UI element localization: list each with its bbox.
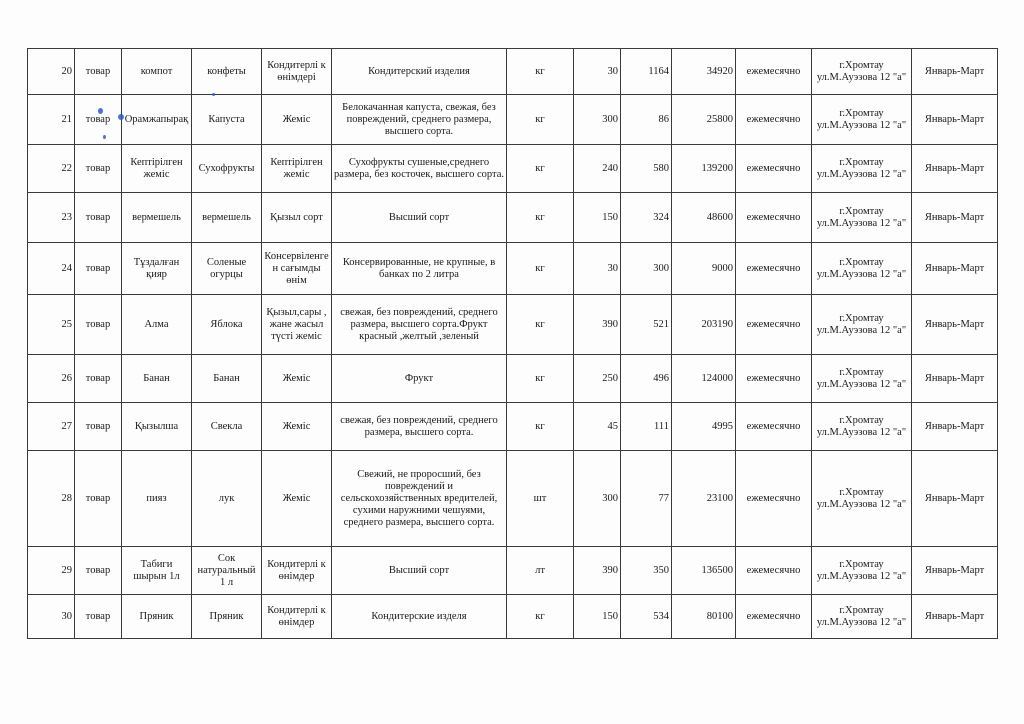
ink-spot xyxy=(118,114,124,120)
cell-name-kz: компот xyxy=(122,49,192,95)
cell-unit: кг xyxy=(507,49,574,95)
cell-freq: ежемесячно xyxy=(736,595,812,639)
cell-name-kz: Тұздалған қияр xyxy=(122,243,192,295)
table-row xyxy=(28,355,998,403)
cell-freq: ежемесячно xyxy=(736,451,812,547)
cell-no: 28 xyxy=(28,451,75,547)
cell-unit: шт xyxy=(507,451,574,547)
cell-no: 23 xyxy=(28,193,75,243)
cell-name-ru: Сок натуральный 1 л xyxy=(192,547,262,595)
cell-qty: 30 xyxy=(574,243,621,295)
cell-name-kz: Табиги шырын 1л xyxy=(122,547,192,595)
cell-addr: г.Хромтау ул.М.Ауэзова 12 "а" xyxy=(812,547,912,595)
cell-type: товар xyxy=(75,547,122,595)
cell-addr: г.Хромтау ул.М.Ауэзова 12 "а" xyxy=(812,451,912,547)
cell-addr: г.Хромтау ул.М.Ауэзова 12 "а" xyxy=(812,355,912,403)
cell-no: 29 xyxy=(28,547,75,595)
cell-name-ru: Сухофрукты xyxy=(192,145,262,193)
table-row xyxy=(28,451,998,547)
cell-sum: 25800 xyxy=(672,95,736,145)
cell-unit: кг xyxy=(507,295,574,355)
cell-name-kz: Алма xyxy=(122,295,192,355)
cell-qty: 150 xyxy=(574,595,621,639)
cell-desc: Белокачанная капуста, свежая, без повреждений, среднего размера, высшего сорта. xyxy=(332,95,507,145)
cell-desc: Свежий, не проросший, без повреждений и сельскохозяйственных вредителей, сухими наружними чешуями, среднего размера, высшего сорта. xyxy=(332,451,507,547)
cell-price: 496 xyxy=(621,355,672,403)
cell-no: 25 xyxy=(28,295,75,355)
cell-name-ru: конфеты xyxy=(192,49,262,95)
cell-desc: Сухофрукты сушеные,среднего размера, без косточек, высшего сорта. xyxy=(332,145,507,193)
table-row xyxy=(28,595,998,639)
cell-qty: 300 xyxy=(574,451,621,547)
cell-qty: 30 xyxy=(574,49,621,95)
cell-qty: 390 xyxy=(574,295,621,355)
cell-type: товар xyxy=(75,595,122,639)
cell-price: 534 xyxy=(621,595,672,639)
cell-period: Январь-Март xyxy=(912,193,998,243)
cell-desc: свежая, без повреждений, среднего размера, высшего сорта.Фрукт красный ,желтый ,зеленый xyxy=(332,295,507,355)
table-row xyxy=(28,547,998,595)
cell-type: товар xyxy=(75,193,122,243)
cell-name-kz: вермешель xyxy=(122,193,192,243)
cell-cat: Кондитерлі к өнімдер xyxy=(262,547,332,595)
cell-cat: Кондитерлі к өнімдері xyxy=(262,49,332,95)
cell-sum: 4995 xyxy=(672,403,736,451)
table-row xyxy=(28,49,998,95)
cell-period: Январь-Март xyxy=(912,547,998,595)
cell-cat: Кептірілген жеміс xyxy=(262,145,332,193)
cell-type: товар xyxy=(75,403,122,451)
cell-no: 24 xyxy=(28,243,75,295)
cell-period: Январь-Март xyxy=(912,295,998,355)
cell-cat: Қызыл,сары , жане жасыл түсті жеміс xyxy=(262,295,332,355)
cell-no: 27 xyxy=(28,403,75,451)
cell-addr: г.Хромтау ул.М.Ауэзова 12 "а" xyxy=(812,145,912,193)
cell-freq: ежемесячно xyxy=(736,49,812,95)
cell-desc: Консервированные, не крупные, в банках по 2 литра xyxy=(332,243,507,295)
cell-sum: 124000 xyxy=(672,355,736,403)
cell-qty: 150 xyxy=(574,193,621,243)
cell-no: 26 xyxy=(28,355,75,403)
cell-freq: ежемесячно xyxy=(736,95,812,145)
cell-no: 21 xyxy=(28,95,75,145)
table-row xyxy=(28,193,998,243)
cell-unit: кг xyxy=(507,95,574,145)
cell-name-ru: Яблока xyxy=(192,295,262,355)
cell-sum: 203190 xyxy=(672,295,736,355)
cell-cat: Жеміс xyxy=(262,403,332,451)
cell-freq: ежемесячно xyxy=(736,243,812,295)
cell-sum: 34920 xyxy=(672,49,736,95)
cell-sum: 9000 xyxy=(672,243,736,295)
cell-type: товар xyxy=(75,95,122,145)
cell-addr: г.Хромтау ул.М.Ауэзова 12 "а" xyxy=(812,95,912,145)
cell-period: Январь-Март xyxy=(912,95,998,145)
cell-desc: Кондитерские изделя xyxy=(332,595,507,639)
cell-addr: г.Хромтау ул.М.Ауэзова 12 "а" xyxy=(812,243,912,295)
cell-no: 30 xyxy=(28,595,75,639)
cell-qty: 250 xyxy=(574,355,621,403)
table-body xyxy=(28,49,998,639)
cell-unit: кг xyxy=(507,595,574,639)
cell-price: 1164 xyxy=(621,49,672,95)
cell-period: Январь-Март xyxy=(912,243,998,295)
cell-type: товар xyxy=(75,451,122,547)
table-row xyxy=(28,403,998,451)
cell-price: 77 xyxy=(621,451,672,547)
cell-name-ru: вермешель xyxy=(192,193,262,243)
cell-desc: Высший сорт xyxy=(332,547,507,595)
cell-unit: кг xyxy=(507,145,574,193)
cell-desc: Высший сорт xyxy=(332,193,507,243)
cell-cat: Консервіленген сағымды өнім xyxy=(262,243,332,295)
cell-name-ru: Соленые огурцы xyxy=(192,243,262,295)
cell-cat: Жеміс xyxy=(262,95,332,145)
cell-addr: г.Хромтау ул.М.Ауэзова 12 "а" xyxy=(812,295,912,355)
cell-unit: кг xyxy=(507,403,574,451)
table-row xyxy=(28,295,998,355)
cell-sum: 80100 xyxy=(672,595,736,639)
cell-freq: ежемесячно xyxy=(736,355,812,403)
cell-addr: г.Хромтау ул.М.Ауэзова 12 "а" xyxy=(812,193,912,243)
cell-price: 300 xyxy=(621,243,672,295)
cell-name-ru: Пряник xyxy=(192,595,262,639)
cell-price: 86 xyxy=(621,95,672,145)
table-row xyxy=(28,95,998,145)
cell-period: Январь-Март xyxy=(912,403,998,451)
cell-qty: 240 xyxy=(574,145,621,193)
cell-type: товар xyxy=(75,355,122,403)
cell-period: Январь-Март xyxy=(912,49,998,95)
cell-price: 111 xyxy=(621,403,672,451)
cell-sum: 23100 xyxy=(672,451,736,547)
cell-freq: ежемесячно xyxy=(736,193,812,243)
cell-period: Январь-Март xyxy=(912,145,998,193)
cell-name-ru: Банан xyxy=(192,355,262,403)
cell-name-kz: Пряник xyxy=(122,595,192,639)
cell-period: Январь-Март xyxy=(912,595,998,639)
cell-freq: ежемесячно xyxy=(736,403,812,451)
cell-name-kz: Орамжапырақ xyxy=(122,95,192,145)
cell-price: 521 xyxy=(621,295,672,355)
procurement-table xyxy=(27,48,998,639)
cell-sum: 139200 xyxy=(672,145,736,193)
cell-price: 350 xyxy=(621,547,672,595)
cell-cat: Жеміс xyxy=(262,355,332,403)
cell-period: Январь-Март xyxy=(912,451,998,547)
ink-spot xyxy=(98,108,103,114)
ink-spot xyxy=(103,135,106,139)
cell-no: 20 xyxy=(28,49,75,95)
cell-freq: ежемесячно xyxy=(736,547,812,595)
cell-price: 324 xyxy=(621,193,672,243)
cell-price: 580 xyxy=(621,145,672,193)
cell-addr: г.Хромтау ул.М.Ауэзова 12 "а" xyxy=(812,595,912,639)
cell-qty: 45 xyxy=(574,403,621,451)
cell-type: товар xyxy=(75,243,122,295)
cell-cat: Қызыл сорт xyxy=(262,193,332,243)
cell-cat: Жеміс xyxy=(262,451,332,547)
cell-addr: г.Хромтау ул.М.Ауэзова 12 "а" xyxy=(812,49,912,95)
cell-name-kz: пияз xyxy=(122,451,192,547)
cell-name-ru: Капуста xyxy=(192,95,262,145)
cell-freq: ежемесячно xyxy=(736,295,812,355)
cell-cat: Кондитерлі к өнімдер xyxy=(262,595,332,639)
cell-unit: кг xyxy=(507,355,574,403)
table-row xyxy=(28,145,998,193)
cell-qty: 390 xyxy=(574,547,621,595)
cell-unit: лт xyxy=(507,547,574,595)
cell-type: товар xyxy=(75,145,122,193)
cell-type: товар xyxy=(75,295,122,355)
cell-desc: свежая, без повреждений, среднего размера, высшего сорта. xyxy=(332,403,507,451)
ink-spot xyxy=(212,93,215,96)
cell-addr: г.Хромтау ул.М.Ауэзова 12 "а" xyxy=(812,403,912,451)
cell-desc: Фрукт xyxy=(332,355,507,403)
cell-name-kz: Банан xyxy=(122,355,192,403)
cell-name-kz: Кептірілген жеміс xyxy=(122,145,192,193)
cell-name-ru: лук xyxy=(192,451,262,547)
cell-sum: 136500 xyxy=(672,547,736,595)
cell-unit: кг xyxy=(507,243,574,295)
cell-name-kz: Қызылша xyxy=(122,403,192,451)
cell-name-ru: Свекла xyxy=(192,403,262,451)
cell-desc: Кондитерский изделия xyxy=(332,49,507,95)
cell-unit: кг xyxy=(507,193,574,243)
cell-period: Январь-Март xyxy=(912,355,998,403)
cell-freq: ежемесячно xyxy=(736,145,812,193)
cell-qty: 300 xyxy=(574,95,621,145)
table-row xyxy=(28,243,998,295)
cell-type: товар xyxy=(75,49,122,95)
cell-no: 22 xyxy=(28,145,75,193)
cell-sum: 48600 xyxy=(672,193,736,243)
